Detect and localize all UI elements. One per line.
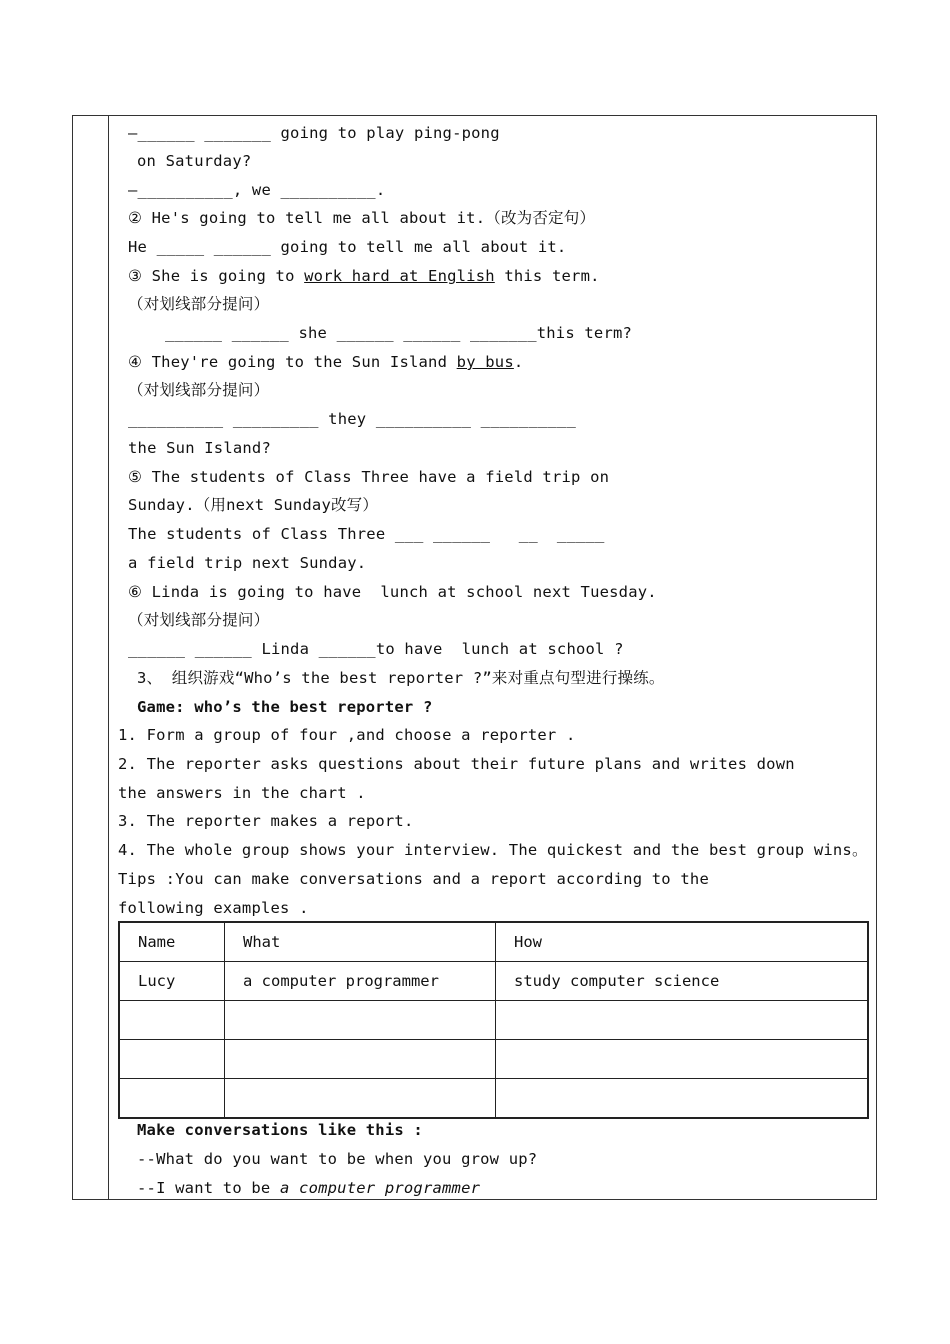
text-line: （对划线部分提问）	[128, 295, 270, 313]
text-segment: ③ She is going to	[128, 267, 305, 285]
text-line: —______ _______ going to play ping-pong	[128, 124, 500, 142]
chart-header-row	[119, 922, 868, 962]
text-line: ⑤ The students of Class Three have a field trip on	[128, 468, 610, 486]
text-line: 3. The reporter makes a report.	[118, 812, 414, 830]
text-line: a field trip next Sunday.	[128, 554, 367, 572]
cell-how: study computer science	[496, 962, 869, 1001]
table-row	[119, 1079, 868, 1119]
cell-how[interactable]	[496, 1079, 869, 1119]
text-segment: this term.	[494, 267, 600, 285]
text-line: following examples .	[118, 899, 309, 917]
cell-what[interactable]	[225, 1040, 496, 1079]
cell-how[interactable]	[496, 1001, 869, 1040]
text-line: Make conversations like this :	[137, 1121, 423, 1139]
text-line: on Saturday?	[137, 152, 252, 170]
header-what: What	[225, 922, 496, 962]
text-line: Sunday.（用next Sunday改写）	[128, 496, 379, 514]
text-line: Tips :You can make conversations and a report according to the	[118, 870, 709, 888]
text-line	[128, 352, 523, 372]
underlined-phrase: work hard at English	[304, 267, 495, 285]
cell-name: Lucy	[119, 962, 225, 1001]
text-line: The students of Class Three ___ ______ __ _____	[128, 525, 605, 543]
text-line	[128, 266, 600, 286]
text-segment: ④ They're going to the Sun Island	[128, 353, 457, 371]
text-line: the answers in the chart .	[118, 784, 366, 802]
cell-name[interactable]	[119, 1001, 225, 1040]
italic-phrase: a computer programmer	[279, 1179, 481, 1197]
cell-what[interactable]	[225, 1079, 496, 1119]
text-line: —__________, we __________.	[128, 181, 386, 199]
text-line: 4. The whole group shows your interview. The quickest and the best group wins。	[118, 841, 868, 859]
text-line: （对划线部分提问）	[128, 611, 270, 629]
text-segment: .	[513, 353, 524, 371]
text-line: --What do you want to be when you grow up?	[137, 1150, 538, 1168]
table-row	[119, 1040, 868, 1079]
underlined-phrase: by bus	[456, 353, 514, 371]
header-name: Name	[119, 922, 225, 962]
text-line: ② He's going to tell me all about it.（改为否定句）	[128, 209, 596, 227]
text-segment: --I want to be	[137, 1179, 280, 1197]
text-line: the Sun Island?	[128, 439, 271, 457]
cell-what[interactable]	[225, 1001, 496, 1040]
cell-name[interactable]	[119, 1040, 225, 1079]
text-line: ______ ______ Linda ______to have lunch at school ?	[128, 640, 624, 658]
text-line: 1. Form a group of four ,and choose a reporter .	[118, 726, 576, 744]
text-line	[137, 1178, 480, 1198]
text-line: Game: who’s the best reporter ?	[137, 698, 433, 716]
cell-how[interactable]	[496, 1040, 869, 1079]
cell-what: a computer programmer	[225, 962, 496, 1001]
table-row	[119, 1001, 868, 1040]
text-line: （对划线部分提问）	[128, 381, 270, 399]
text-line: 2. The reporter asks questions about their future plans and writes down	[118, 755, 795, 773]
text-line: 3、 组织游戏“Who’s the best reporter ?”来对重点句型进行操练。	[137, 669, 665, 687]
column-divider	[108, 115, 109, 1200]
text-line: ______ ______ she ______ ______ _______this term?	[165, 324, 633, 342]
text-line: He _____ ______ going to tell me all about it.	[128, 238, 567, 256]
cell-name[interactable]	[119, 1079, 225, 1119]
reporter-chart	[118, 921, 869, 1119]
text-line: __________ _________ they __________ __________	[128, 410, 576, 428]
table-row	[119, 962, 868, 1001]
header-how: How	[496, 922, 869, 962]
text-line: ⑥ Linda is going to have lunch at school next Tuesday.	[128, 583, 657, 601]
